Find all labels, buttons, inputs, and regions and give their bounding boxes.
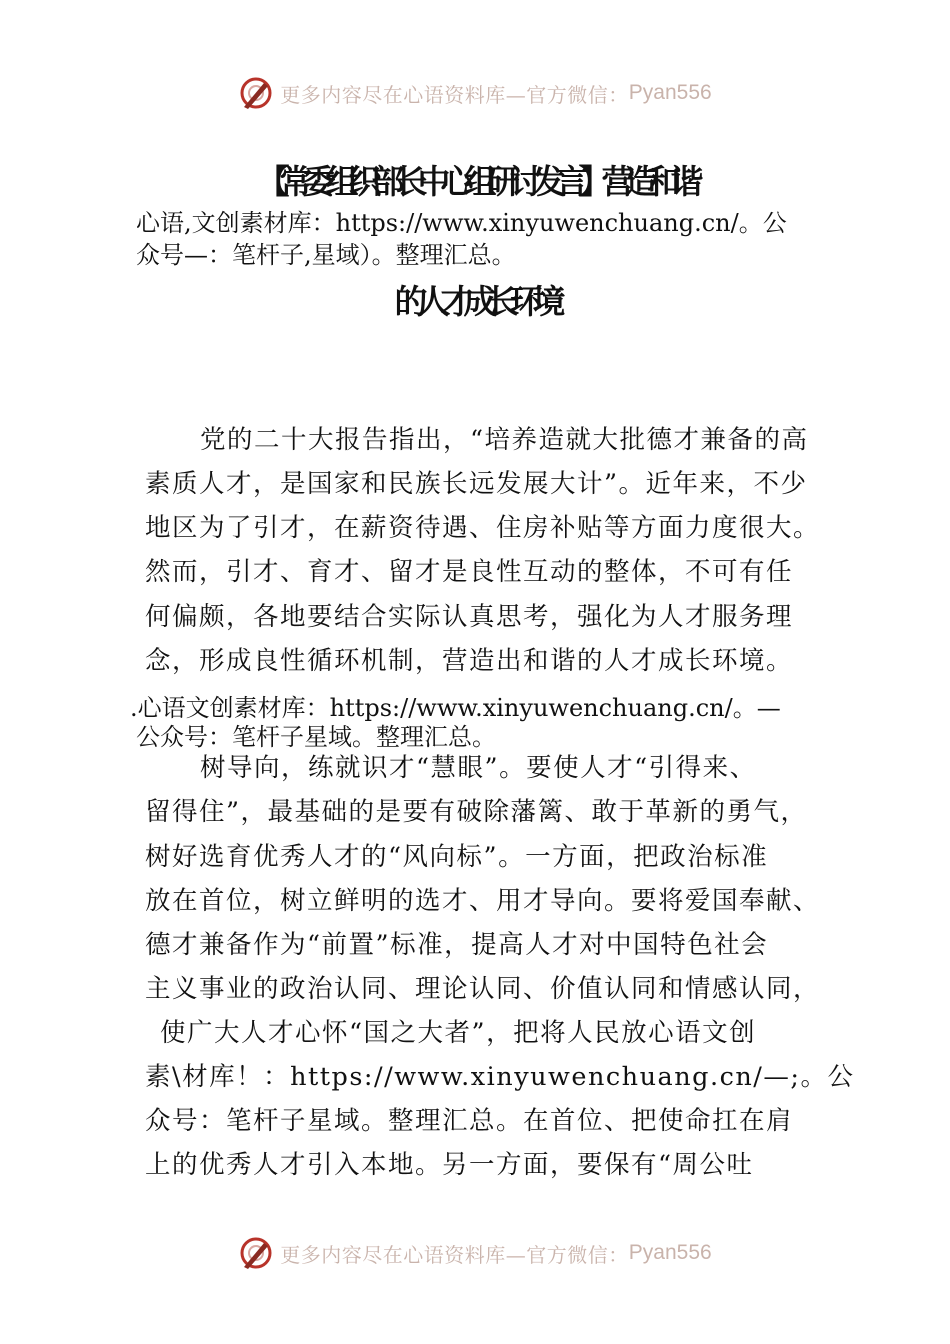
text-line: 使广大人才心怀“国之大者”，把将人民放心语文创 [160,1018,757,1048]
footer-watermark [0,1231,950,1275]
header-watermark [0,71,950,115]
watermark-id: Pyan556 [628,81,712,104]
text-line: 念，形成良性循环机制，营造出和谐的人才成长环境。 [145,646,794,676]
watermark-text: 更多内容尽在心语资料库—官方微信： [280,1242,629,1267]
text-line: 主义事业的政治认同、理论认同、价值认同和情感认同， [145,974,821,1004]
document-title-line1: 【常委组织部长中心组研讨发言】营造和谐 [256,162,694,201]
document-title-line2: 的人才成长环境 [394,282,556,321]
source-note-1-line2: 众号—：笔杆子,星域）。整理汇总。 [136,241,516,269]
text-line: 素质人才，是国家和民族长远发展大计”。近年来，不少 [145,469,808,499]
source-note-2-line1: .心语文创素材库：https://www.xinyuwenchuang.cn/。— [130,694,781,722]
text-line: 众号：笔杆子星域。整理汇总。在首位、把使命扛在肩 [145,1106,794,1136]
text-line: 党的二十大报告指出，“培养造就大批德才兼备的高 [200,425,809,455]
text-line: 留得住”，最基础的是要有破除藩篱、敢于革新的勇气， [145,797,808,827]
text-line: 素\材库！：https://www.xinyuwenchuang.cn/—;。公 [145,1062,855,1092]
text-line: 树好选育优秀人才的“风向标”。一方面，把政治标准 [145,842,769,872]
text-line: 德才兼备作为“前置”标准，提高人才对中国特色社会 [145,930,769,960]
source-note-2-line2: 公众号：笔杆子星域。整理汇总。 [136,723,496,751]
text-line: 放在首位，树立鲜明的选才、用才导向。要将爱国奉献、 [145,886,821,916]
text-line: 地区为了引才，在薪资待遇、住房补贴等方面力度很大。 [145,513,821,543]
watermark-text: 更多内容尽在心语资料库—官方微信： [280,82,629,107]
text-line: 上的优秀人才引入本地。另一方面，要保有“周公吐 [145,1150,754,1180]
text-line: 然而，引才、育才、留才是良性互动的整体，不可有任 [145,557,794,587]
watermark-id: Pyan556 [628,1241,712,1264]
pen-logo-icon [238,75,274,111]
text-line: 何偏颇，各地要结合实际认真思考，强化为人才服务理 [145,602,794,632]
pen-logo-icon [238,1235,274,1271]
text-line: 树导向，练就识才“慧眼”。要使人才“引得来、 [200,753,757,783]
source-note-1-line1: 心语,文创素材库：https://www.xinyuwenchuang.cn/。公 [136,209,787,237]
